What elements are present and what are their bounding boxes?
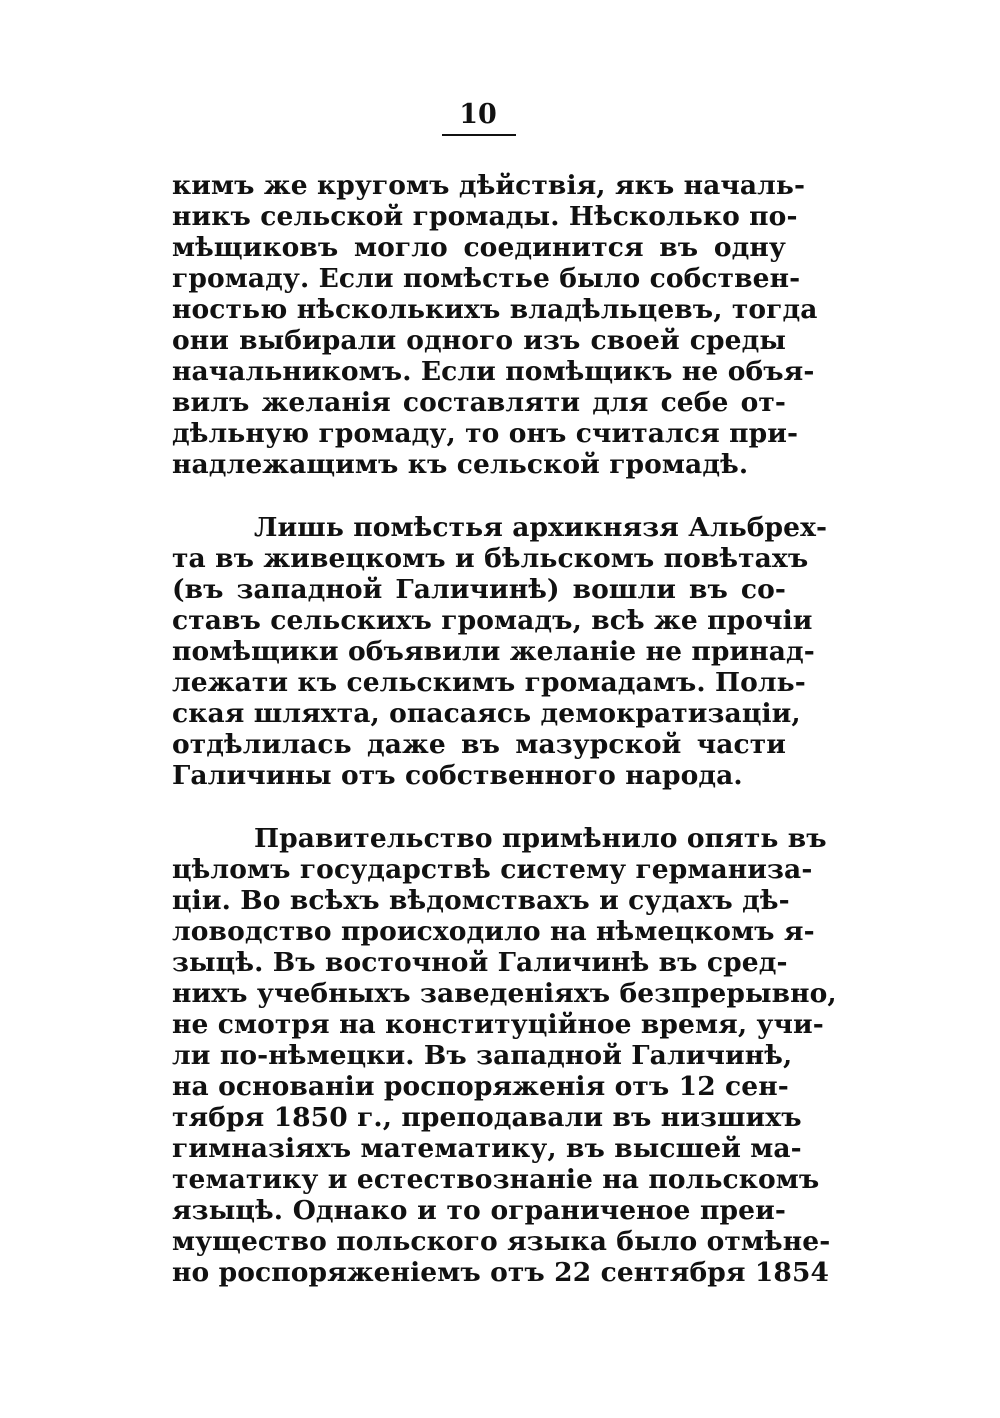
text-line: они выбирали одного изъ своей среды — [172, 325, 786, 356]
text-line: ціи. Во всѣхъ вѣдомствахъ и судахъ дѣ- — [172, 885, 790, 916]
text-line: ловодство происходило на нѣмецкомъ я- — [172, 916, 815, 947]
text-line: не смотря на конституційное время, учи- — [172, 1009, 824, 1040]
text-line: Лишь помѣстья архикнязя Альбрех- — [254, 512, 828, 543]
text-line: Правительство примѣнило опять въ — [254, 823, 827, 854]
page-number-rule — [442, 134, 516, 136]
text-line: Галичины отъ собственного народа. — [172, 760, 743, 791]
text-line: (въ западной Галичинѣ) вошли въ со- — [172, 574, 786, 605]
text-line: ли по-нѣмецки. Въ западной Галичинѣ, — [172, 1040, 793, 1071]
text-line: мѣщиковъ могло соединится въ одну — [172, 232, 786, 263]
text-line: на основаніи роспоряженія отъ 12 сен- — [172, 1071, 789, 1102]
text-line: кимъ же кругомъ дѣйствія, якъ началь- — [172, 170, 806, 201]
page-number: 10 — [459, 99, 497, 130]
text-line: дѣльную громаду, то онъ считался при- — [172, 418, 799, 449]
text-line: гимназіяхъ математику, въ высшей ма- — [172, 1133, 802, 1164]
text-line: цѣломъ государствѣ систему германиза- — [172, 854, 813, 885]
text-line: мущество польского языка было отмѣне- — [172, 1226, 831, 1257]
text-line: надлежащимъ къ сельской громадѣ. — [172, 449, 749, 480]
text-line: тематику и естествознаніе на польскомъ — [172, 1164, 820, 1195]
paragraph-2 — [172, 512, 828, 791]
text-line: языцѣ. Однако и то ограниченое преи- — [172, 1195, 786, 1226]
text-line: ская шляхта, опасаясь демократизаціи, — [172, 698, 801, 729]
text-line: тября 1850 г., преподавали въ низшихъ — [172, 1102, 802, 1133]
text-line: отдѣлилась даже въ мазурской части — [172, 729, 786, 760]
text-line: та въ живецкомъ и бѣльскомъ повѣтахъ — [172, 543, 809, 574]
text-line: ностью нѣсколькихъ владѣльцевъ, тогда — [172, 294, 818, 325]
text-line: ставъ сельскихъ громадъ, всѣ же прочіи — [172, 605, 813, 636]
text-line: лежати къ сельскимъ громадамъ. Поль- — [172, 667, 806, 698]
text-line: зыцѣ. Въ восточной Галичинѣ въ сред- — [172, 947, 788, 978]
text-line: помѣщики объявили желаніе не принад- — [172, 636, 815, 667]
text-line: нихъ учебныхъ заведеніяхъ безпрерывно, — [172, 978, 837, 1009]
text-line: начальникомъ. Если помѣщикъ не объя- — [172, 356, 815, 387]
text-line: но роспоряженіемъ отъ 22 сентября 1854 — [172, 1257, 830, 1288]
text-line: вилъ желанія составляти для себе от- — [172, 387, 786, 418]
text-line: никъ сельской громады. Нѣсколько по- — [172, 201, 798, 232]
text-line: громаду. Если помѣстье было собствен- — [172, 263, 801, 294]
paragraph-3 — [172, 823, 837, 1288]
paragraph-1 — [172, 170, 818, 480]
